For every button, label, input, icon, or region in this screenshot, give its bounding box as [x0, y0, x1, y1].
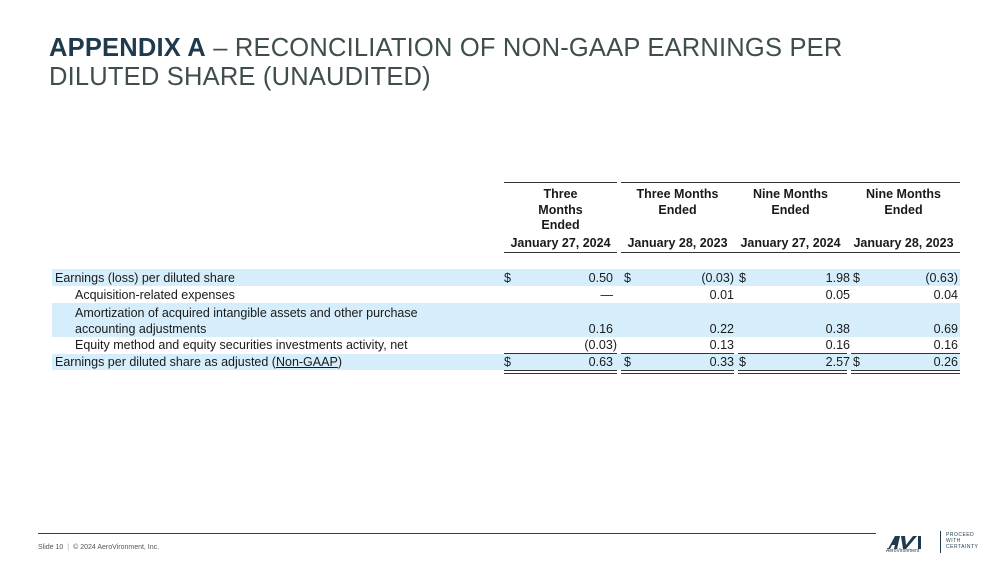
logo-divider	[940, 531, 941, 553]
slide-title	[49, 34, 949, 92]
row-label: Earnings per diluted share as adjusted (Non-GAAP)	[55, 355, 342, 369]
logo-wordmark: AeroVironment	[886, 548, 920, 554]
row-value: 0.16	[825, 338, 850, 352]
column-header	[621, 182, 734, 250]
row-value: 0.01	[709, 288, 734, 302]
column-caption: Three Months Ended	[636, 187, 719, 217]
dollar-sign: $	[504, 271, 511, 285]
column-header	[847, 182, 960, 250]
row-value: 0.22	[709, 322, 734, 336]
column-date: January 27, 2024	[740, 236, 841, 250]
table-row	[52, 354, 960, 370]
logo-tagline: PROCEED WITH CERTAINTY	[946, 532, 979, 550]
row-value: 2.57	[825, 355, 850, 369]
table-row	[52, 303, 960, 337]
slide-number: Slide 10	[38, 544, 64, 551]
row-label: Amortization of acquired intangible assets and other purchase	[75, 306, 418, 320]
column-date: January 27, 2024	[510, 236, 611, 250]
slide-title-rest: – RECONCILIATION OF NON-GAAP EARNINGS PER DILUTED SHARE (UNAUDITED)	[49, 34, 843, 91]
row-value: —	[600, 288, 613, 302]
dollar-sign: $	[504, 355, 511, 369]
row-value: 0.38	[825, 322, 850, 336]
copyright-text: © 2024 AeroVironment, Inc.	[73, 544, 160, 551]
row-value: 0.16	[588, 322, 613, 336]
row-value: 0.16	[933, 338, 958, 352]
row-value: 0.33	[709, 355, 734, 369]
dollar-sign: $	[853, 271, 860, 285]
column-caption: Nine Months Ended	[753, 187, 828, 217]
slide-title-bold: APPENDIX A	[49, 34, 206, 62]
non-gaap-link[interactable]: Non-GAAP	[275, 355, 338, 369]
row-label: accounting adjustments	[75, 322, 207, 336]
row-value: (0.63)	[925, 271, 958, 285]
column-header	[734, 182, 847, 250]
row-label: Equity method and equity securities investments activity, net	[75, 338, 408, 352]
footer-separator: |	[67, 544, 70, 551]
dollar-sign: $	[739, 271, 746, 285]
row-value: 0.69	[933, 322, 958, 336]
row-value: 0.63	[588, 355, 613, 369]
row-value: (0.03)	[701, 271, 734, 285]
row-value: 1.98	[825, 271, 850, 285]
row-value: 0.05	[825, 288, 850, 302]
row-label: Acquisition-related expenses	[75, 288, 235, 302]
table-row	[52, 269, 960, 286]
table-row	[52, 337, 960, 354]
dollar-sign: $	[624, 271, 631, 285]
dollar-sign: $	[739, 355, 746, 369]
column-date: January 28, 2023	[853, 236, 954, 250]
footer-divider	[38, 533, 876, 534]
column-header	[504, 182, 617, 250]
row-value: 0.26	[933, 355, 958, 369]
dollar-sign: $	[624, 355, 631, 369]
row-value: 0.13	[709, 338, 734, 352]
table-row	[52, 286, 960, 303]
column-caption: Three Months Ended	[538, 187, 583, 232]
row-value: (0.03)	[584, 338, 617, 352]
row-value: 0.04	[933, 288, 958, 302]
row-value: 0.50	[588, 271, 613, 285]
slide-footer	[38, 544, 159, 551]
column-date: January 28, 2023	[627, 236, 728, 250]
column-caption: Nine Months Ended	[866, 187, 941, 217]
dollar-sign: $	[853, 355, 860, 369]
row-label: Earnings (loss) per diluted share	[55, 271, 235, 285]
